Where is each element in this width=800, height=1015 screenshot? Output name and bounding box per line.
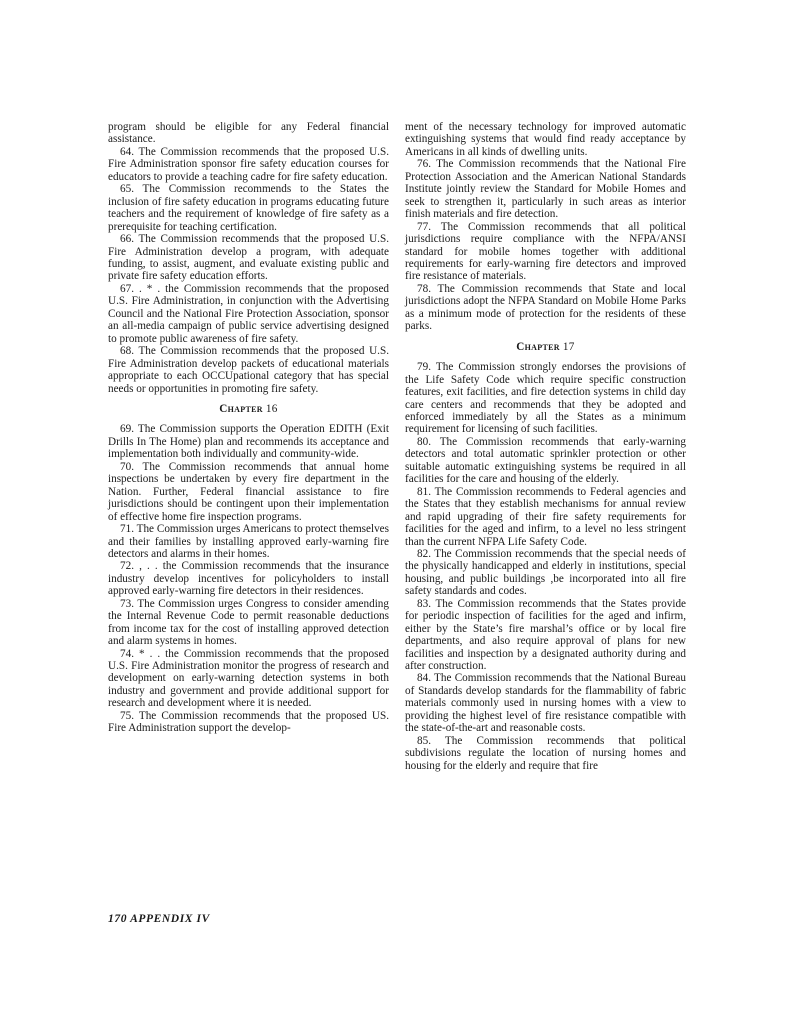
chapter-17-heading — [405, 341, 686, 353]
recommendation-66: 66. The Commission recommends that the proposed U.S. Fire Administration develop a program, with adequate funding, to assist, augment, and evaluate existing public and private fire safety education efforts. — [108, 233, 389, 283]
page-footer: 170 APPENDIX IV — [108, 913, 210, 925]
paragraph-continuation: program should be eligible for any Federal financial assistance. — [108, 121, 389, 146]
recommendation-71: 71. The Commission urges Americans to protect themselves and their families by installing approved early-warning fire detectors and alarms in their homes. — [108, 523, 389, 560]
recommendation-79: 79. The Commission strongly endorses the provisions of the Life Safety Code which require specific construction features, exit facilities, and fire detection systems in child day care centers and recommends that they be adopted and enforced immediately by all the States as a minimum requirement for licensing of such facilities. — [405, 361, 686, 436]
chapter-17-word: Chapter — [516, 340, 560, 353]
recommendation-74: 74. * . . the Commission recommends that the proposed U.S. Fire Administration monitor the progress of research and development on early-warning detection systems in both industry and government and provide additional support for research and development where it is needed. — [108, 647, 389, 710]
chapter-17-number: 17 — [562, 340, 575, 353]
left-column — [108, 121, 389, 735]
recommendation-65: 65. The Commission recommends to the States the inclusion of fire safety education in programs educating future teachers and the requirement of knowledge of fire safety as a prerequisite for teaching certification. — [108, 183, 389, 233]
recommendation-83: 83. The Commission recommends that the States provide for periodic inspection of facilities for the aged and infirm, either by the State’s fire marshal’s office or by local fire departments, and also require approval of plans for new facilities and inspection by a designated authority during and after construction. — [405, 597, 686, 673]
recommendation-85: 85. The Commission recommends that political subdivisions regulate the location of nursing homes and housing for the elderly and require that fire — [405, 734, 686, 772]
recommendation-68: 68. The Commission recommends that the proposed U.S. Fire Administration develop packets of educational materials appropriate to each OCCUpational category that has special needs or opportunities in promoting fire safety. — [108, 345, 389, 395]
recommendation-76: 76. The Commission recommends that the National Fire Protection Association and the American National Standards Institute jointly review the Standard for Mobile Homes and seek to strengthen it, particularly in such areas as interior finish materials and fire detection. — [405, 158, 686, 221]
recommendation-69: 69. The Commission supports the Operation EDITH (Exit Drills In The Home) plan and recommends its acceptance and implementation both individually and community-wide. — [108, 423, 389, 461]
paragraph-continuation: ment of the necessary technology for improved automatic extinguishing systems that would find ready acceptance by Americans in all kinds of dwelling units. — [405, 121, 686, 158]
chapter-16-heading — [108, 403, 389, 415]
recommendation-67: 67. . * . the Commission recommends that the proposed U.S. Fire Administration, in conjunction with the Advertising Council and the National Fire Protection Association, sponsor an all-media campaign of public service advertising designed to promote public awareness of fire safety. — [108, 282, 389, 345]
recommendation-78: 78. The Commission recommends that State and local jurisdictions adopt the NFPA Standard on Mobile Home Parks as a minimum mode of protection for the residents of these parks. — [405, 282, 686, 333]
right-column — [405, 121, 686, 772]
recommendation-73: 73. The Commission urges Congress to consider amending the Internal Revenue Code to permit reasonable deductions from income tax for the cost of installing approved detection and alarm systems in homes. — [108, 597, 389, 648]
recommendation-75: 75. The Commission recommends that the proposed US. Fire Administration support the develop- — [108, 709, 389, 735]
recommendation-81: 81. The Commission recommends to Federal agencies and the States that they establish mechanisms for annual review and rapid upgrading of their fire safety requirements for facilities for the aged and infirm, to a level no less stringent than the current NFPA Life Safety Code. — [405, 485, 686, 548]
recommendation-64: 64. The Commission recommends that the proposed U.S. Fire Administration sponsor fire safety education courses for educators to provide a teaching cadre for fire safety education. — [108, 145, 389, 183]
recommendation-70: 70. The Commission recommends that annual home inspections be undertaken by every fire department in the Nation. Further, Federal financial assistance to fire jurisdictions should be contingent upon their implementation of effective home fire inspection programs. — [108, 460, 389, 523]
recommendation-80: 80. The Commission recommends that early-warning detectors and total automatic sprinkler protection or other suitable automatic extinguishing systems be required in all facilities for the care and housing of the elderly. — [405, 435, 686, 486]
recommendation-82: 82. The Commission recommends that the special needs of the physically handicapped and elderly in institutions, special housing, and public buildings ,be incorporated into all fire safety standards and codes. — [405, 547, 686, 598]
chapter-16-number: 16 — [265, 402, 278, 415]
recommendation-84: 84. The Commission recommends that the National Bureau of Standards develop standards for the flammability of fabric materials commonly used in nursing homes with a view to providing the highest level of fire resistance compatible with the state-of-the-art and reasonable costs. — [405, 672, 686, 735]
recommendation-77: 77. The Commission recommends that all political jurisdictions require compliance with the NFPA/ANSI standard for mobile homes together with additional requirements for early-warning fire detectors and improved fire resistance of materials. — [405, 220, 686, 283]
recommendation-72: 72. , . . the Commission recommends that the insurance industry develop incentives for policyholders to install approved early-warning fire detectors in their residences. — [108, 560, 389, 598]
chapter-16-word: Chapter — [219, 402, 263, 415]
